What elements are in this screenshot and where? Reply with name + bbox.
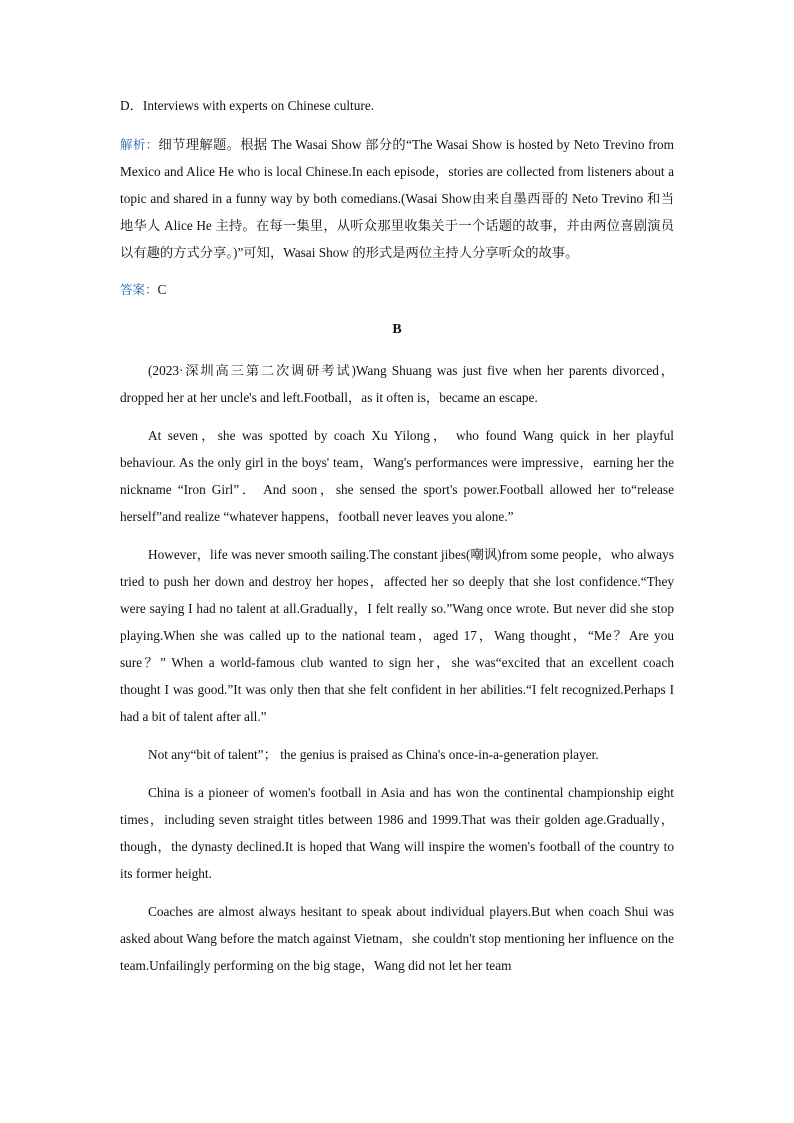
section-title: B [392, 322, 402, 337]
passage-paragraph-3: However，life was never smooth sailing.The constant jibes(嘲讽)from some people，who always tried to push her down and destroy her hopes，affected her so deeply that she lost confidence.“They were saying I had no talent at all.Gradually，I felt really so.”Wang once wrote. But never did she stop playing.When she was called up to the national team，aged 17，Wang thought，“Me？Are you sure？” When a world-famous club wanted to sign her，she was“excited that an excellent coach thought I was good.”It was only then that she felt confident in her abilities.“I felt recognized.Perhaps I had a bit of talent after all.” [120, 547, 674, 724]
passage-paragraph-6: Coaches are almost always hesitant to speak about individual players.But when coach Shui was asked about Wang before the match against Vietnam，she couldn't stop mentioning her influence on the team.Unfailingly performing on the big stage，Wang did not let her team [120, 904, 674, 973]
document-page [120, 92, 674, 990]
analysis-label: 解析： [120, 137, 159, 152]
passage-paragraph-1: (2023·深圳高三第二次调研考试)Wang Shuang was just five when her parents divorced，dropped her at her uncle's and left.Football，as it often is，became an escape. [120, 363, 674, 405]
passage-paragraph-2: At seven，she was spotted by coach Xu Yilong， who found Wang quick in her playful behaviour. As the only girl in the boys' team，Wang's performances were impressive，earning her the nickname “Iron Girl”． And soon，she sensed the sport's power.Football allowed her to“release herself”and realize “whatever happens，football never leaves you alone.” [120, 428, 674, 524]
analysis-text: 细节理解题。根据 The Wasai Show 部分的“The Wasai Show is hosted by Neto Trevino from Mexico and Alice He who is local Chinese.In each episode，stories are collected from listeners about a topic and shared in a funny way by both comedians.(Wasai Show由来自墨西哥的 Neto Trevino 和当地华人 Alice He 主持。在每一集里，从听众那里收集关于一个话题的故事，并由两位喜剧演员以有趣的方式分享。)”可知，Wasai Show 的形式是两位主持人分享听众的故事。 [120, 137, 674, 260]
option-d: D．Interviews with experts on Chinese culture. [120, 98, 375, 113]
analysis-block [120, 131, 674, 266]
answer-label: 答案： [120, 282, 158, 297]
passage-paragraph-5: China is a pioneer of women's football in Asia and has won the continental championship eight times，including seven straight titles between 1986 and 1999.That was their golden age.Gradually，though，the dynasty declined.It is hoped that Wang will inspire the women's football of the country to its former height. [120, 785, 674, 881]
passage-paragraph-4: Not any“bit of talent”； the genius is praised as China's once-in-a-generation player. [148, 747, 599, 762]
answer-value: C [157, 282, 167, 297]
answer-block [120, 276, 674, 303]
